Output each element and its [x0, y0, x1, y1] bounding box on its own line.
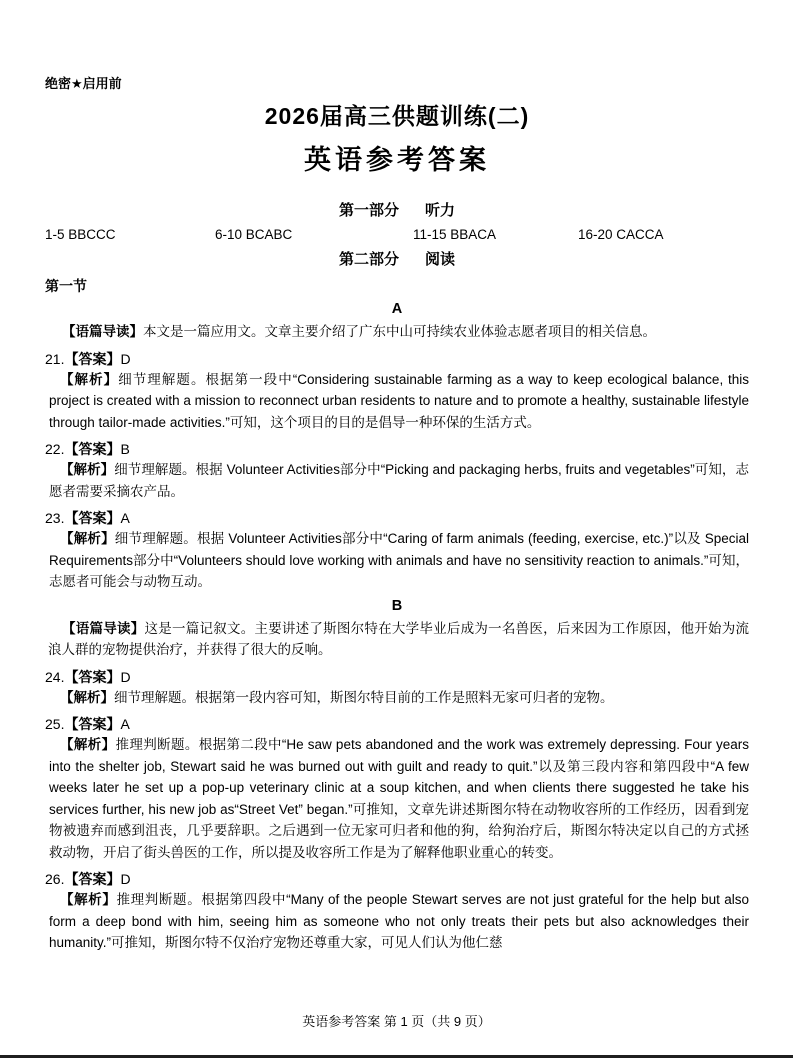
listening-part-heading	[45, 201, 749, 221]
analysis-text: 推理判断题。根据第二段中“He saw pets abandoned and the work was extremely depressing. Four years into the shelter job, Stewart said he was burned out with guilt and ready to quit.”以及第三段内容和第四段中“A few weeks later he set up a pop-up veterinary clinic at a soup kitchen, and when clients there suggested he take his services further, his new job as“Street Vet” began.”可推知，文章先讲述斯图尔特在动物收容所的工作经历，因看到宠物被遗弃而感到沮丧，几乎要辞职。之后遇到一位无家可归者和他的狗，给狗治疗后，斯图尔特决定以自己的方式拯救动物，开启了街头兽医的工作，所以提及收容所工作是为了解释他职业重心的转变。	[49, 737, 749, 860]
question-24-analysis	[49, 687, 749, 709]
analysis-text: 细节理解题。根据 Volunteer Activities部分中“Caring of farm animals (feeding, exercise, etc.)”以及 Special Requirements部分中“Volunteers should love working with animals and have no sensitivity reaction to animals.”可知，志愿者可能会与动物互动。	[49, 531, 749, 589]
answer-tag: 【答案】	[64, 668, 121, 685]
question-24-answer-line	[45, 668, 749, 687]
listening-answers-row	[45, 225, 749, 245]
reading-part-label: 第二部分	[338, 251, 399, 268]
document-title: 2026届高三供题训练(二)	[264, 103, 530, 129]
analysis-tag: 【解析】	[60, 462, 115, 477]
answer-tag: 【答案】	[64, 716, 121, 732]
answer-letter: B	[120, 441, 130, 457]
answer-letter: D	[120, 871, 131, 887]
question-25-answer-line	[45, 715, 749, 734]
question-item-21	[45, 350, 749, 434]
listening-part-label: 第一部分	[338, 202, 399, 219]
listening-answers-group-2: 6-10 BCABC	[215, 227, 293, 242]
page-footer: 英语参考答案 第 1 页（共 9 页）	[302, 1014, 491, 1029]
question-item-24	[45, 668, 749, 709]
passage-b-intro	[48, 618, 749, 661]
analysis-tag: 【解析】	[60, 371, 119, 387]
analysis-tag: 【解析】	[60, 531, 115, 546]
question-21-analysis	[49, 369, 749, 434]
question-number: 23.	[45, 510, 65, 526]
listening-answers-group-1: 1-5 BBCCC	[45, 227, 116, 242]
intro-text: 本文是一篇应用文。文章主要介绍了广东中山可持续农业体验志愿者项目的相关信息。	[143, 324, 656, 339]
analysis-tag: 【解析】	[60, 892, 117, 907]
reading-section-label: 第一节	[45, 278, 87, 294]
question-25-analysis	[49, 734, 749, 863]
answer-letter: D	[120, 668, 131, 685]
answer-tag: 【答案】	[64, 510, 121, 526]
question-number: 25.	[45, 716, 65, 732]
answer-tag: 【答案】	[64, 350, 121, 367]
question-23-analysis	[49, 528, 749, 593]
answer-letter: D	[120, 350, 131, 367]
question-item-26	[45, 870, 749, 954]
analysis-text: 细节理解题。根据第一段中“Considering sustainable farming as a way to keep ecological balance, this project is created with a mission to reconnect urban residents to nature and to promote a healthy, sustainable lifestyle through tailor-made activities.”可知，这个项目的目的是倡导一种环保的生活方式。	[49, 371, 749, 430]
intro-tag: 【语篇导读】	[62, 620, 145, 636]
question-number: 22.	[45, 441, 65, 457]
reading-part-name: 阅读	[425, 251, 456, 268]
question-26-analysis	[49, 889, 749, 954]
analysis-tag: 【解析】	[60, 737, 116, 752]
intro-tag: 【语篇导读】	[62, 324, 143, 339]
question-number: 21.	[45, 350, 65, 367]
question-item-25	[45, 715, 749, 863]
passage-a-intro	[48, 321, 749, 343]
question-number: 26.	[45, 871, 65, 887]
question-item-22	[45, 440, 749, 502]
question-number: 24.	[45, 668, 65, 685]
document-subtitle: 英语参考答案	[304, 145, 490, 175]
answer-letter: A	[120, 510, 130, 526]
question-item-23	[45, 509, 749, 593]
analysis-text: 细节理解题。根据第一段内容可知，斯图尔特目前的工作是照料无家可归者的宠物。	[114, 689, 614, 705]
listening-answers-group-4: 16-20 CACCA	[578, 227, 664, 242]
answer-letter: A	[120, 716, 130, 732]
listening-answers-group-3: 11-15 BBACA	[413, 227, 497, 242]
listening-part-name: 听力	[425, 202, 456, 219]
question-21-answer-line	[45, 350, 749, 369]
question-22-answer-line	[45, 440, 749, 459]
analysis-tag: 【解析】	[60, 689, 114, 705]
question-26-answer-line	[45, 870, 749, 889]
question-22-analysis	[49, 459, 749, 502]
answer-tag: 【答案】	[64, 871, 121, 887]
passage-a-label: A	[391, 301, 403, 317]
intro-text: 这是一篇记叙文。主要讲述了斯图尔特在大学毕业后成为一名兽医，后来因为工作原因，他开始为流浪人群的宠物提供治疗，并获得了很大的反响。	[48, 620, 750, 657]
analysis-text: 推理判断题。根据第四段中“Many of the people Stewart serves are not just grateful for the help but also form a deep bond with him, seeing him as someone who not only treats their pets but also acknowledges their humanity.”可推知，斯图尔特不仅治疗宠物还尊重大家，可见人们认为他仁慈	[49, 892, 749, 950]
passage-b-label: B	[391, 597, 403, 614]
security-notice: 绝密★启用前	[45, 76, 122, 91]
answer-tag: 【答案】	[64, 441, 121, 457]
reading-part-heading	[45, 250, 749, 270]
analysis-text: 细节理解题。根据 Volunteer Activities部分中“Picking and packaging herbs, fruits and vegetables”可知，志愿者需要采摘农产品。	[49, 462, 749, 499]
question-23-answer-line	[45, 509, 749, 528]
